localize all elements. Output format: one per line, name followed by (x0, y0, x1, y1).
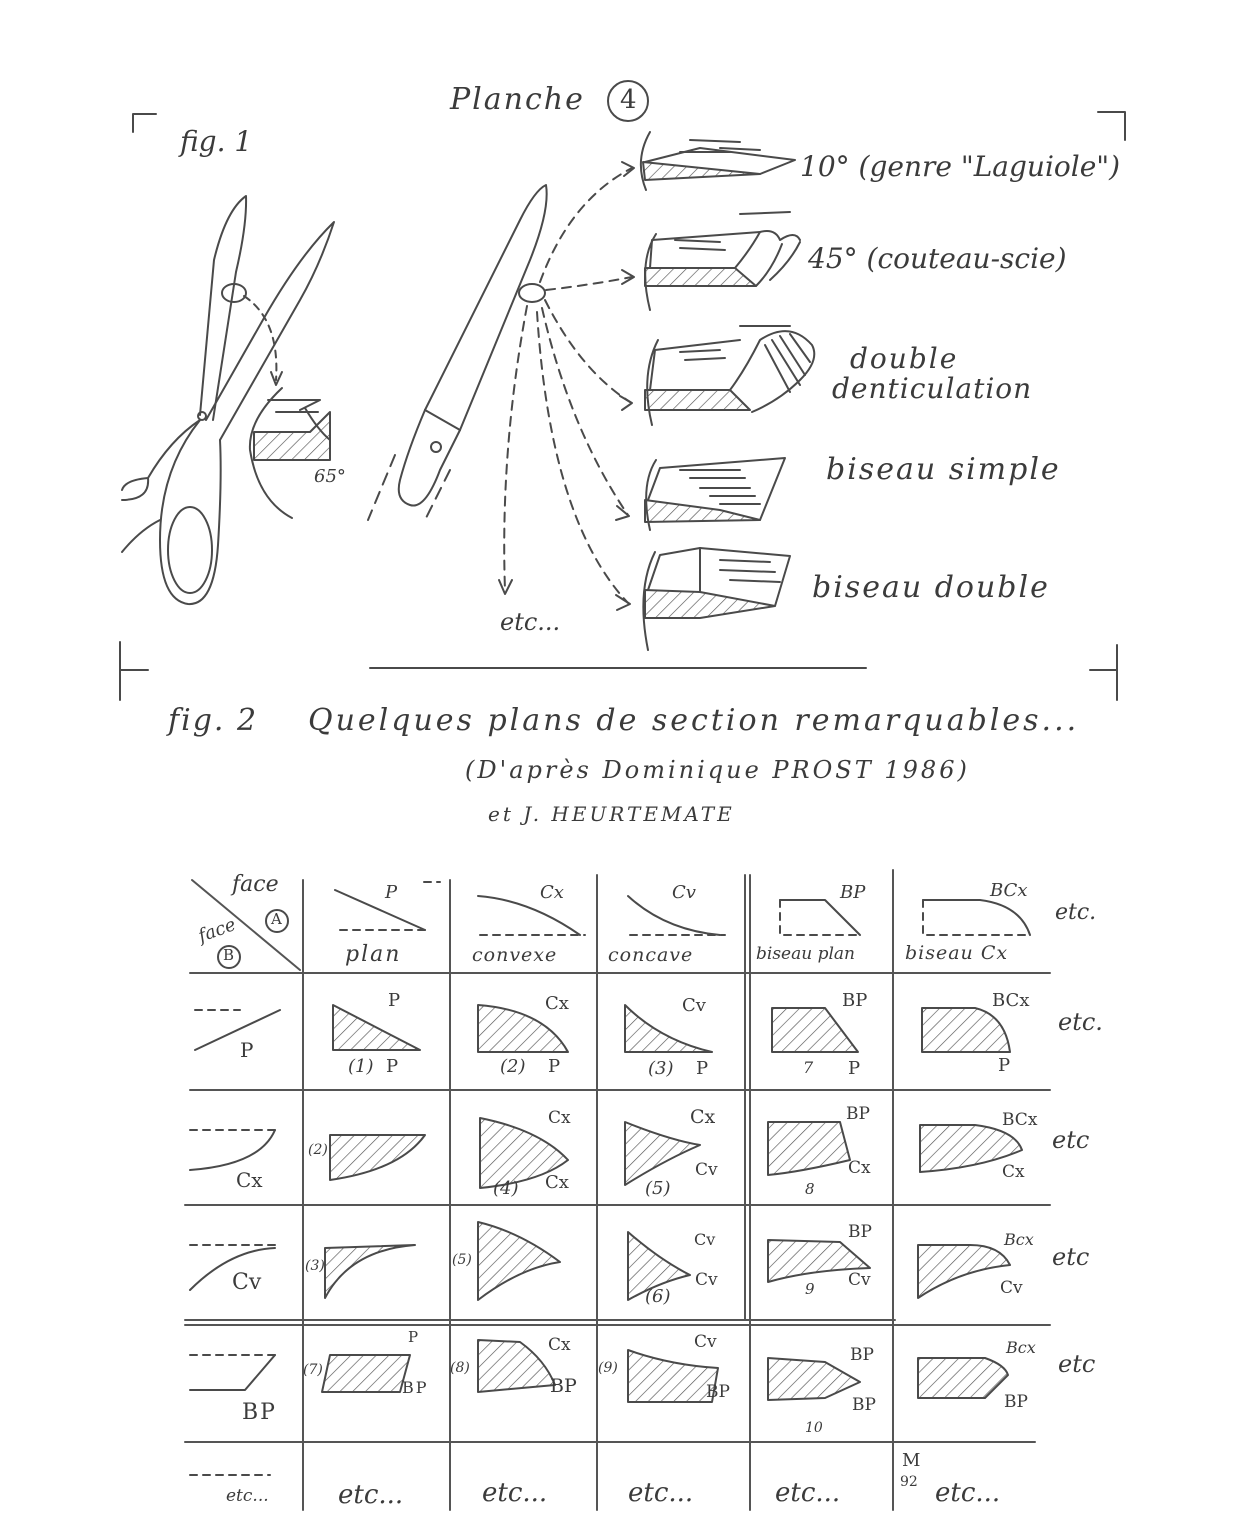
edge-label-double: double (850, 342, 959, 375)
cell-2-4-bot: Cx (848, 1158, 871, 1178)
cell-4-4-num: 10 (805, 1420, 823, 1436)
fig2-credit-1: (D'après Dominique PROST 1986) (465, 756, 970, 784)
signature-year: 92 (900, 1474, 918, 1490)
cell-1-1-num: (1) (348, 1056, 374, 1077)
cell-2-4-num: 8 (805, 1180, 815, 1198)
cell-4-3-top: Cv (694, 1332, 717, 1352)
scissors-drawing (122, 196, 334, 604)
cell-4-2-bot: BP (550, 1375, 577, 1397)
cell-1-3-num: (3) (648, 1058, 674, 1079)
edge-section-double-denticulation (645, 326, 814, 425)
cell-2-3-bot: Cv (695, 1160, 718, 1180)
cell-3-3-top: Cv (694, 1230, 716, 1249)
cell-3-4-bot: Cv (848, 1270, 871, 1290)
row-code-5: etc... (226, 1486, 269, 1506)
cell-1-4-top: BP (842, 990, 868, 1011)
edge-label-45deg: 45° (couteau-scie) (808, 242, 1067, 275)
row-etc-3: etc (1052, 1243, 1090, 1271)
corner-face-b: face (195, 914, 239, 947)
col-name-3: concave (608, 944, 694, 966)
edge-section-45deg (645, 212, 800, 310)
cell-1-3-bot: P (696, 1058, 709, 1079)
cell-3-1-num: (3) (305, 1258, 325, 1274)
row-code-3: Cv (232, 1270, 262, 1295)
cell-1-3-top: Cv (682, 995, 706, 1016)
col-etc: etc. (1055, 900, 1097, 925)
row-code-1: P (240, 1038, 254, 1062)
cell-5-1-bot: etc... (338, 1480, 404, 1510)
edge-label-double-bevel: biseau double (812, 570, 1050, 605)
cell-1-5-bot: P (998, 1055, 1011, 1076)
fig2-label: fig. 2 (168, 703, 259, 738)
cell-4-1-num: (7) (303, 1362, 323, 1378)
edge-section-10deg (641, 132, 795, 190)
cell-3-3-num: (6) (645, 1286, 671, 1307)
edge-label-denticulation: denticulation (832, 372, 1033, 405)
cell-1-5-top: BCx (992, 990, 1030, 1011)
cell-4-1-bot: BP (402, 1378, 429, 1397)
knife-drawing (368, 185, 547, 520)
cell-4-4-bot: BP (852, 1395, 876, 1415)
cell-2-5-top: BCx (1002, 1110, 1038, 1130)
cell-4-4-top: BP (850, 1345, 874, 1365)
col-name-4: biseau plan (756, 944, 855, 964)
col-name-1: plan (345, 942, 402, 967)
cell-4-2-num: (8) (450, 1360, 470, 1376)
cell-1-2-top: Cx (545, 993, 569, 1014)
cell-3-5-top: Bcx (1004, 1230, 1034, 1249)
cell-5-4-bot: etc... (775, 1478, 841, 1508)
knife-arrows (504, 168, 632, 603)
corner-b: B (223, 946, 235, 964)
cell-4-1-top: P (408, 1328, 419, 1346)
cell-5-3-bot: etc... (628, 1478, 694, 1508)
cell-4-2-top: Cx (548, 1335, 571, 1355)
fig1-etc: etc... (500, 608, 561, 636)
edge-label-10deg: 10° (genre "Laguiole") (800, 150, 1121, 183)
edge-section-single-bevel (645, 458, 785, 530)
row-code-2: Cx (236, 1168, 263, 1192)
cell-5-5-bot: etc... (935, 1478, 1001, 1508)
cell-3-3-bot: Cv (695, 1270, 718, 1290)
col-code-1: P (385, 882, 398, 903)
cell-2-2-top: Cx (548, 1108, 571, 1128)
corner-face-a: face (232, 872, 279, 897)
cell-1-2-bot: P (548, 1056, 561, 1077)
fig2-credit-2: et J. HEURTEMATE (488, 802, 735, 826)
cell-1-2-num: (2) (500, 1056, 526, 1077)
col-name-5: biseau Cx (905, 942, 1009, 964)
signature-initials: M (902, 1450, 921, 1471)
cell-4-3-num: (9) (598, 1360, 618, 1376)
scissors-angle: 65° (314, 466, 346, 487)
plate-title: Planche (450, 82, 585, 117)
cell-2-3-top: Cx (690, 1106, 716, 1128)
cell-2-4-top: BP (846, 1104, 870, 1124)
cell-1-1-bot: P (386, 1056, 399, 1077)
cell-2-2-bot: Cx (545, 1172, 569, 1193)
cell-2-2-num: (4) (493, 1178, 519, 1199)
row-etc-4: etc (1058, 1350, 1096, 1378)
edge-section-double-bevel (643, 548, 790, 650)
cell-3-4-top: BP (848, 1222, 872, 1242)
cell-4-3-bot: BP (706, 1382, 730, 1402)
plate-number: 4 (620, 85, 637, 115)
cell-3-5-bot: Cv (1000, 1278, 1023, 1298)
col-code-5: BCx (990, 880, 1028, 901)
fig2-title: Quelques plans de section remarquables... (308, 703, 1080, 738)
cell-2-5-bot: Cx (1002, 1162, 1025, 1182)
cell-1-4-num: 7 (803, 1058, 814, 1077)
cell-1-1-top: P (388, 990, 401, 1011)
edge-label-single-bevel: biseau simple (826, 452, 1061, 487)
col-code-2: Cx (540, 882, 564, 903)
cell-5-2-bot: etc... (482, 1478, 548, 1508)
corner-a: A (271, 910, 282, 928)
col-code-3: Cv (672, 882, 696, 903)
cell-1-4-bot: P (848, 1058, 861, 1079)
row-code-4: BP (242, 1400, 277, 1425)
frame-corners (120, 112, 1125, 700)
cell-3-4-num: 9 (805, 1280, 815, 1298)
col-name-2: convexe (472, 944, 558, 966)
table-grid (185, 870, 1050, 1510)
arrow-heads (499, 162, 634, 610)
cell-2-1-num: (2) (308, 1142, 328, 1158)
cell-4-5-bot: BP (1004, 1392, 1028, 1412)
col-code-4: BP (840, 882, 866, 903)
cell-4-5-top: Bcx (1006, 1338, 1036, 1357)
row-etc-1: etc. (1058, 1008, 1103, 1036)
cell-3-2-num: (5) (452, 1252, 472, 1268)
fig1-label: fig. 1 (180, 125, 253, 158)
row-etc-2: etc (1052, 1126, 1090, 1154)
cell-2-3-num: (5) (645, 1178, 671, 1199)
